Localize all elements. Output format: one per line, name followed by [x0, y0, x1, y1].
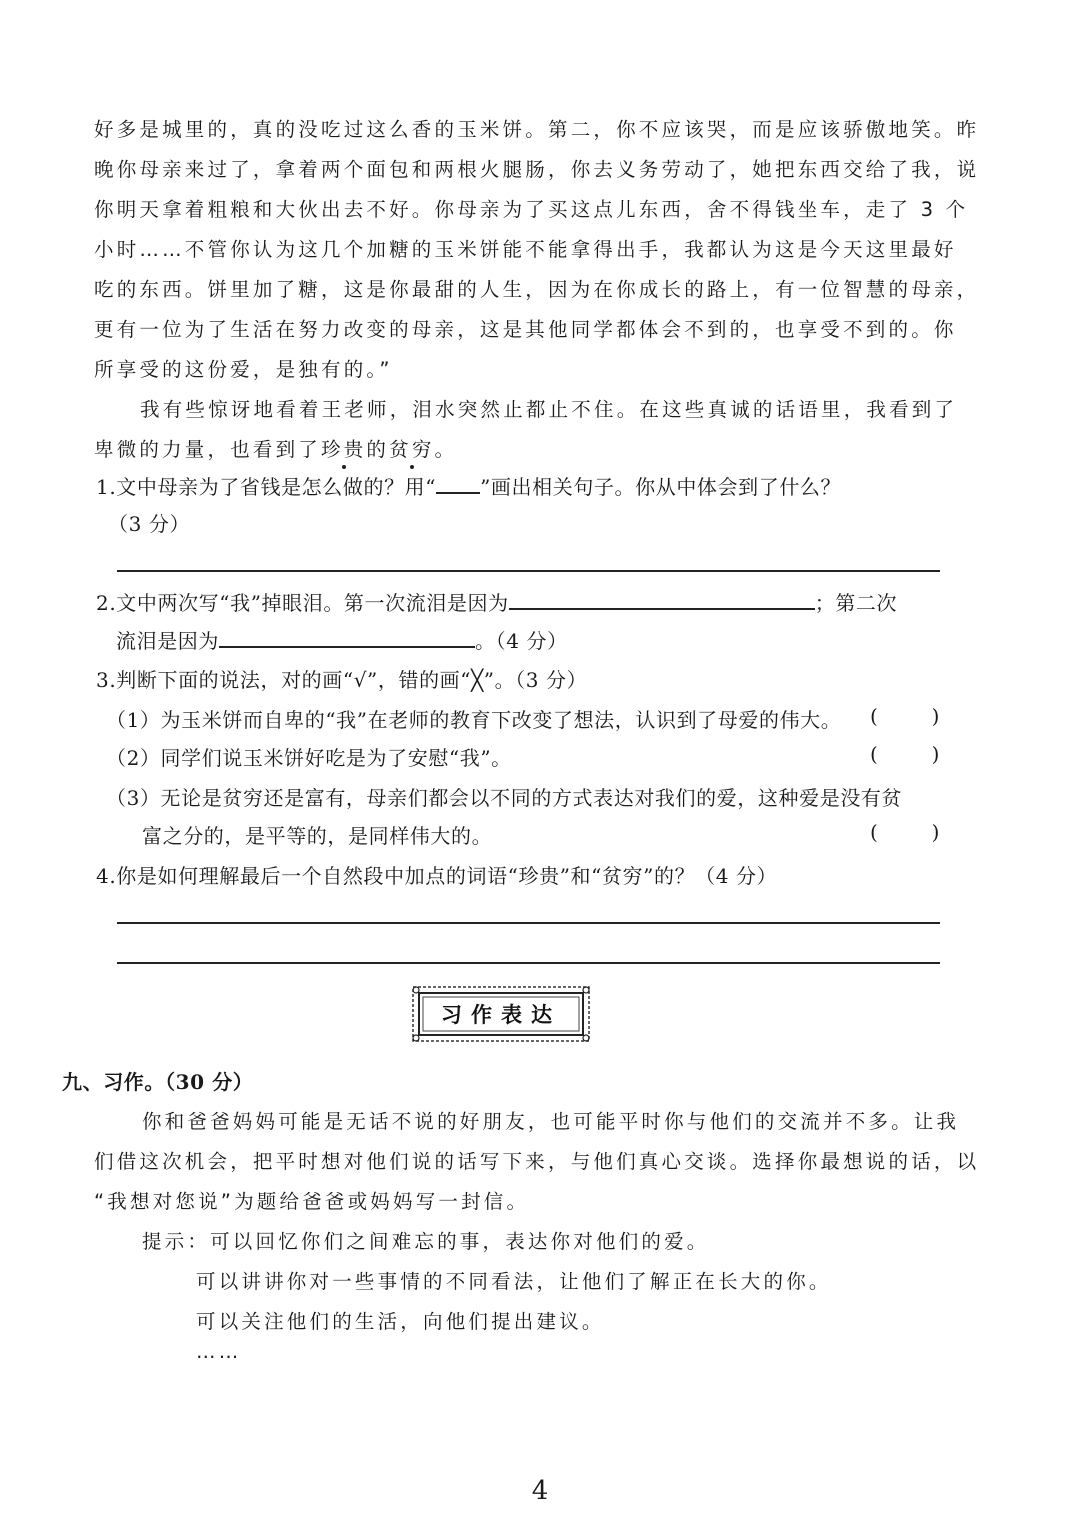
judge-paren-3[interactable]: [870, 820, 940, 844]
question-2: [96, 586, 942, 616]
question-1-text: 1.文中母亲为了省钱是怎么做的？用“: [96, 475, 437, 499]
passage-line: 我有些惊讶地看着王老师，泪水突然止都止不住。在这些真诚的话语里，我看到了: [140, 398, 958, 421]
section-banner: [411, 985, 591, 1043]
answer-line-q4-1[interactable]: [117, 922, 940, 924]
paren-close: ): [931, 704, 940, 728]
tip-item: 可以讲讲你对一些事情的不同看法，让他们了解正在长大的你。: [196, 1270, 832, 1293]
page-number: 4: [531, 1476, 549, 1506]
tips-label: 提示：可以回忆你们之间难忘的事，表达你对他们的爱。: [142, 1230, 710, 1253]
question-4: 4.你是如何理解最后一个自然段中加点的词语“珍贵”和“贫穷”的？（4 分）: [96, 864, 778, 888]
passage-line: 你明天拿着粗粮和大伙出去不好。你母亲为了买这点儿东西，舍不得钱坐车，走了 3 个: [94, 198, 969, 221]
passage-text: 。: [434, 438, 458, 461]
judge-paren-2[interactable]: [870, 742, 940, 766]
judge-item-2: （2）同学们说玉米饼好吃是为了安慰“我”。: [106, 746, 512, 770]
passage-line: 更有一位为了生活在努力改变的母亲，这是其他同学都体会不到的，也享受不到的。你: [94, 318, 957, 341]
dotted-word-zhengui: 珍贵: [321, 434, 366, 462]
dotted-word-pinqiong: 贫穷: [389, 434, 434, 462]
question-2-text: 2.文中两次写“我”掉眼泪。第一次流泪是因为: [96, 591, 509, 615]
question-3: 3.判断下面的说法，对的画“√”，错的画“╳”。（3 分）: [96, 668, 588, 692]
section-banner-title: 习作表达: [441, 1003, 561, 1027]
paren-open: (: [870, 820, 879, 844]
underline-sample: [436, 470, 480, 494]
passage-line: 小时……不管你认为这几个加糖的玉米饼能不能拿得出手，我都认为这是今天这里最好: [94, 238, 957, 261]
passage-line: 吃的东西。饼里加了糖，这是你最甜的人生，因为在你成长的路上，有一位智慧的母亲，: [94, 278, 980, 301]
question-2-cont: [116, 624, 962, 654]
answer-line-q1[interactable]: [117, 570, 940, 572]
question-2-text-2: ；第二次: [814, 591, 898, 615]
question-1-text-2: ”画出相关句子。你从中体会到了什么？: [480, 475, 842, 499]
judge-paren-1[interactable]: [870, 704, 940, 728]
passage-line: 晚你母亲来过了，拿着两个面包和两根火腿肠，你去义务劳动了，她把东西交给了我，说: [94, 158, 980, 181]
judge-item-1: （1）为玉米饼而自卑的“我”在老师的教育下改变了想法，认识到了母爱的伟大。: [106, 708, 842, 732]
paren-open: (: [870, 704, 879, 728]
writing-line: “我想对您说”为题给爸爸或妈妈写一封信。: [94, 1190, 530, 1213]
writing-line: 你和爸爸妈妈可能是无话不说的好朋友，也可能平时你与他们的交流并不多。让我: [142, 1110, 960, 1133]
passage-line: 所享受的这份爱，是独有的。”: [94, 358, 393, 381]
blank-second-tears[interactable]: [219, 624, 475, 648]
passage-line: [94, 434, 940, 462]
answer-line-q4-2[interactable]: [117, 962, 940, 964]
tip-item: 可以关注他们的生活，向他们提出建议。: [196, 1310, 605, 1333]
passage-text: 的: [366, 438, 390, 461]
question-2-text-3: 流泪是因为: [116, 629, 219, 653]
judge-item-3: （3）无论是贫穷还是富有，母亲们都会以不同的方式表达对我们的爱，这种爱是没有贫: [106, 786, 903, 810]
question-1: [96, 470, 942, 500]
paren-open: (: [870, 742, 879, 766]
judge-item-3-cont: 富之分的，是平等的，是同样伟大的。: [142, 824, 493, 848]
writing-heading: 九、习作。（30 分）: [62, 1070, 254, 1094]
question-1-score: （3 分）: [108, 512, 191, 536]
writing-line: 们借这次机会，把平时想对他们说的话写下来，与他们真心交谈。选择你最想说的话，以: [94, 1150, 980, 1173]
question-2-score: 。（4 分）: [475, 629, 568, 653]
paren-close: ): [931, 820, 940, 844]
passage-text: 卑微的力量，也看到了: [94, 438, 322, 461]
tip-ellipsis: ……: [196, 1340, 242, 1363]
blank-first-tears[interactable]: [509, 586, 815, 610]
passage-line: 好多是城里的，真的没吃过这么香的玉米饼。第二，你不应该哭，而是应该骄傲地笑。昨: [94, 118, 980, 141]
paren-close: ): [931, 742, 940, 766]
